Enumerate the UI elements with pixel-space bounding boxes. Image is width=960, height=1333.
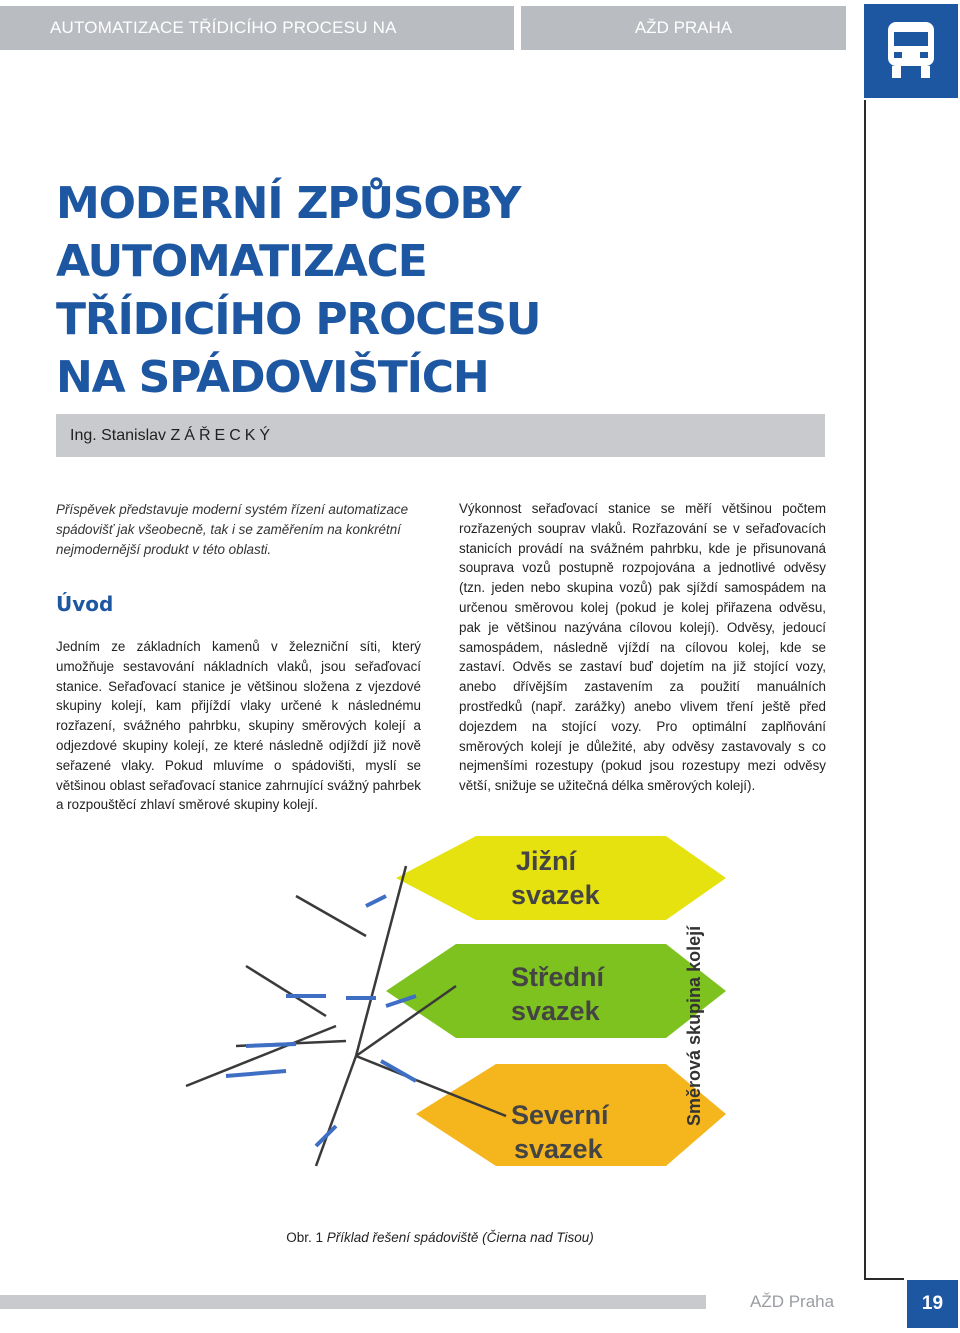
label-middle-1: Střední	[511, 962, 605, 992]
bus-icon	[864, 4, 958, 98]
body-right-column: Výkonnost seřaďovací stanice se měří většinou počtem rozřazených souprav vlaků. Rozřazování se v seřaďovacích stanicích provádí na svážném pahrbku, kde je přisunovaná souprava vozů postupně rozpojována a jednotlivé odvěsy (tzn. jeden nebo skupina vozů) pak sjíždí samospádem na určenou směrovou kolej (pokud je kolej přiřazena odvěsu, pak je většinou nazývána cílovou kolejí). Odvěsy, jedoucí samospádem, následně vjíždí na cílovou kolej, kde se zastaví. Odvěs se zastaví buď dojetím na již stojící vozy, anebo dřívějším zastavením za použití manuálních prostředků (např. zarážky) anebo vlivem tření ještě před dojezdem na stojící vozy. Pro optimální zaplňování směrových kolejí je důležité, aby odvěsy zastavovaly s co nejmenšími rozestupy (pokud jsou rozestupy mezi odvěsy větší, snižuje se užitečná délka směrových kolejí).	[459, 501, 826, 794]
figure-caption	[0, 1230, 880, 1245]
margin-rule-end	[864, 1278, 904, 1280]
title-line-1: MODERNÍ ZPŮSOBY AUTOMATIZACE	[56, 178, 521, 287]
article-title	[56, 175, 856, 407]
caption-text: Příklad řešení spádoviště (Čierna nad Tisou)	[326, 1230, 594, 1245]
label-direction-group: Směrová skupina kolejí	[684, 925, 704, 1126]
section-heading: Úvod	[56, 592, 114, 616]
footer-brand: AŽD Praha	[750, 1292, 835, 1311]
yard-diagram	[56, 826, 736, 1216]
author-surname: ZÁŘECKÝ	[170, 427, 275, 444]
abstract: Příspěvek představuje moderní systém řízení automatizace spádovišť jak všeobecně, tak i se zaměřením na konkrétní nejmodernější produkt v této oblasti.	[56, 502, 409, 557]
title-line-3: NA SPÁDOVIŠTÍCH	[56, 352, 489, 403]
label-south-2: svazek	[511, 880, 600, 910]
page-number: 19	[907, 1280, 958, 1328]
title-line-2: TŘÍDICÍHO PROCESU	[56, 294, 541, 345]
label-north-2: svazek	[514, 1134, 603, 1164]
footer-bar	[0, 1295, 706, 1309]
running-header-title: AUTOMATIZACE TŘÍDICÍHO PROCESU NA SPÁDOVIŠTÍCH	[0, 6, 514, 50]
label-middle-2: svazek	[511, 996, 600, 1026]
author-prefix: Ing. Stanislav	[70, 427, 167, 444]
caption-prefix: Obr. 1	[286, 1230, 323, 1245]
body-left-column: Jedním ze základních kamenů v železniční síti, který umožňuje sestavování nákladních vlaků, jsou seřaďovací stanice. Seřaďovací stanice je většinou složena z vjezdové skupiny kolejí, kam přijíždí vlaky určené k následnému rozřazení, svážného pahrbku, skupiny směrových kolejí a odjezdové skupiny kolejí, ze které následně odjíždí již nově seřazené vlaky. Pokud mluvíme o spádovišti, myslí se většinou oblast seřaďovací stanice zahrnující svážný pahrbek a rozpouštěcí zhlaví směrové skupiny kolejí.	[56, 639, 421, 813]
label-north-1: Severní	[511, 1100, 609, 1130]
author-bar	[56, 414, 825, 457]
figure-yard-diagram	[56, 826, 736, 1216]
label-south-1: Jižní	[516, 846, 577, 876]
margin-rule	[864, 100, 866, 1280]
running-header-brand: AŽD PRAHA	[521, 6, 846, 50]
section-badge	[864, 4, 958, 98]
